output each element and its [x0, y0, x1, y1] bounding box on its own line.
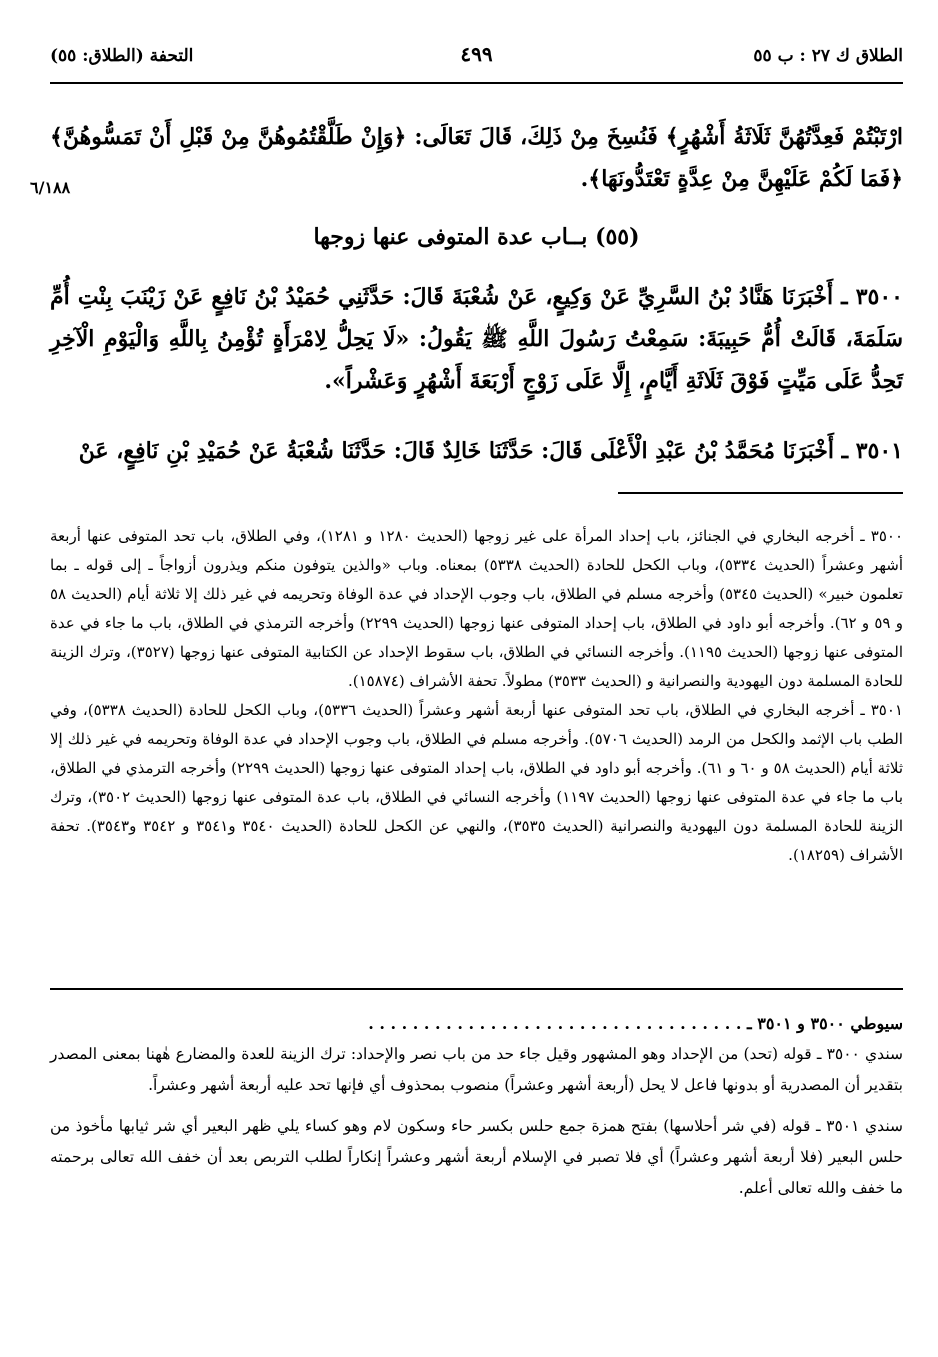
header-rule: [50, 82, 903, 84]
footnote-3500: ٣٥٠٠ ـ أخرجه البخاري في الجنائز، باب إحداد المرأة على غير زوجها (الحديث ١٢٨٠ و ١٢٨١)، وفي الطلاق، باب تحد المتوفى عنها أربعة أشهر وعشراً (الحديث ٥٣٣٤)، وباب الكحل للحادة (الحديث ٥٣٣٨) بمعناه. وباب «والذين يتوفون منكم ويذرون أزواجاً ـ إلى قوله ـ بما تعلمون خبير» (الحديث ٥٣٤٥) وأخرجه مسلم في الطلاق، باب وجوب الإحداد في عدة الوفاة وتحريمه في غير ذلك إلا ثلاثة أيام (الحديث ٥٨ و ٥٩ و ٦٢). وأخرجه أبو داود في الطلاق، باب إحداد المتوفى عنها زوجها (الحديث ٢٢٩٩) وأخرجه الترمذي في الطلاق، باب ما جاء في عدة المتوفى عنها زوجها (الحديث ١١٩٥). وأخرجه النسائي في الطلاق، باب سقوط الإحداد عن الكتابية المتوفى عنها زوجها (٣٥٢٧)، وترك الزينة للحادة المسلمة دون اليهودية والنصرانية و (الحديث ٣٥٣٣) مطولاً. تحفة الأشراف (١٥٨٧٤).: [50, 527, 904, 690]
header-tuhfa-ref: التحفة (الطلاق: ٥٥): [50, 46, 194, 66]
footnote-3501: ٣٥٠١ ـ أخرجه البخاري في الطلاق، باب تحد المتوفى عنها أربعة أشهر وعشراً (الحديث ٥٣٣٦)، وباب الكحل للحادة (الحديث ٥٣٣٨)، وفي الطب باب الإثمد والكحل من الرمد (الحديث ٥٧٠٦). وأخرجه مسلم في الطلاق، باب وجوب الإحداد في عدة الوفاة وتحريمه في غير ذلك إلا ثلاثة أيام (الحديث ٥٨ و ٦٠ و ٦١). وأخرجه أبو داود في الطلاق، باب إحداد المتوفى عنها زوجها (الحديث ٢٢٩٩) وأخرجه الترمذي في الطلاق، باب ما جاء في عدة المتوفى عنها زوجها (الحديث ١١٩٧) وأخرجه النسائي في الطلاق، باب عدة المتوفى عنها زوجها (الحديث ٣٥٠٢)، وترك الزينة للحادة المسلمة دون اليهودية والنصرانية (الحديث ٣٥٣٥)، والنهي عن الكحل للحادة (الحديث ٣٥٤٠ و٣٥٤١ و ٣٥٤٢ و٣٥٤٣). تحفة الأشراف (١٨٢٥٩).: [50, 701, 904, 864]
hadith-3501-text: ٣٥٠١ ـ أَخْبَرَنَا مُحَمَّدُ بْنُ عَبْدِ الْأَعْلَى قَالَ: حَدَّثَنَا خَالِدٌ قَالَ: حَدَّثَنَا شُعْبَةُ عَنْ حُمَيْدِ بْنِ نَافِعٍ، عَنْ: [78, 438, 903, 464]
verse-continuation: [50, 116, 903, 200]
running-header: [50, 40, 903, 84]
sindi-note-3501: سندي ٣٥٠١ ـ قوله (في شر أحلاسها) بفتح همزة جمع حلس بكسر حاء وسكون لام وهو كساء يلي ظهر البعير أي شر ثيابها مأخوذ من حلس البعير (فلا أربعة أشهر وعشراً) أي فلا تصبر في الإسلام أربعة أشهر وعشراً إنكاراً لطلب التربص بعد أن خفف الله تعالى برحمته ما خفف والله تعالى أعلم.: [50, 1117, 903, 1197]
commentary-separator: [50, 988, 903, 990]
suyuti-note: سيوطي ٣٥٠٠ و ٣٥٠١ ـ . . . . . . . . . . . . . . . . . . . . . . . . . . . . . . . . . .: [368, 1014, 903, 1033]
footnotes: [50, 522, 903, 870]
verse-text: ارْتَبْتُمْ فَعِدَّتُهُنَّ ثَلَاثَةُ أَشْهُرٍ﴾ فَنُسِخَ مِنْ ذَلِكَ، قَالَ تَعَالَى: ﴿وَإِنْ طَلَّقْتُمُوهُنَّ مِنْ قَبْلِ أَنْ تَمَسُّوهُنَّ﴾ ﴿فَمَا لَكُمْ عَلَيْهِنَّ مِنْ عِدَّةٍ تَعْتَدُّونَهَا﴾.: [50, 124, 903, 192]
footnote-separator: [618, 492, 903, 494]
hadith-3500-text: ٣٥٠٠ ـ أَخْبَرَنَا هَنَّادُ بْنُ السَّرِيِّ عَنْ وَكِيعٍ، عَنْ شُعْبَةَ قَالَ: حَدَّثَنِي حُمَيْدُ بْنُ نَافِعٍ عَنْ زَيْنَبَ بِنْتِ أُمِّ سَلَمَةَ، قَالَتْ أُمُّ حَبِيبَةَ: سَمِعْتُ رَسُولَ اللَّهِ ﷺ يَقُولُ: «لَا يَحِلُّ لِامْرَأَةٍ تُؤْمِنُ بِاللَّهِ وَالْيَوْمِ الْآخِرِ تَحِدُّ عَلَى مَيِّتٍ فَوْقَ ثَلَاثَةِ أَيَّامٍ، إِلَّا عَلَى زَوْجٍ أَرْبَعَةَ أَشْهُرٍ وَعَشْراً».: [50, 284, 903, 394]
sindi-note-3500: سندي ٣٥٠٠ ـ قوله (تحد) من الإحداد وهو المشهور وقيل جاء حد من باب نصر والإحداد: ترك الزينة للعدة والمضارع هٰهنا بمعنى المصدر بتقدير أن المصدرية أو بدونها فاعل لا يحل (أربعة أشهر وعشراً) منصوب بمحذوف أي فإنها تحد عليه أربعة أشهر وعشراً.: [50, 1045, 903, 1094]
spacer: [50, 1101, 903, 1111]
header-chapter-ref: الطلاق ك ٢٧ : ب ٥٥: [753, 46, 903, 66]
margin-reference: ٦/١٨٨: [30, 178, 71, 197]
hadith-block-3501: [50, 430, 903, 472]
chapter-title: (٥٥) بــاب عدة المتوفى عنها زوجها: [313, 224, 640, 250]
page-number: ٤٩٩: [460, 42, 493, 66]
hadith-block-3500: [50, 276, 903, 402]
commentary: [50, 1008, 903, 1204]
